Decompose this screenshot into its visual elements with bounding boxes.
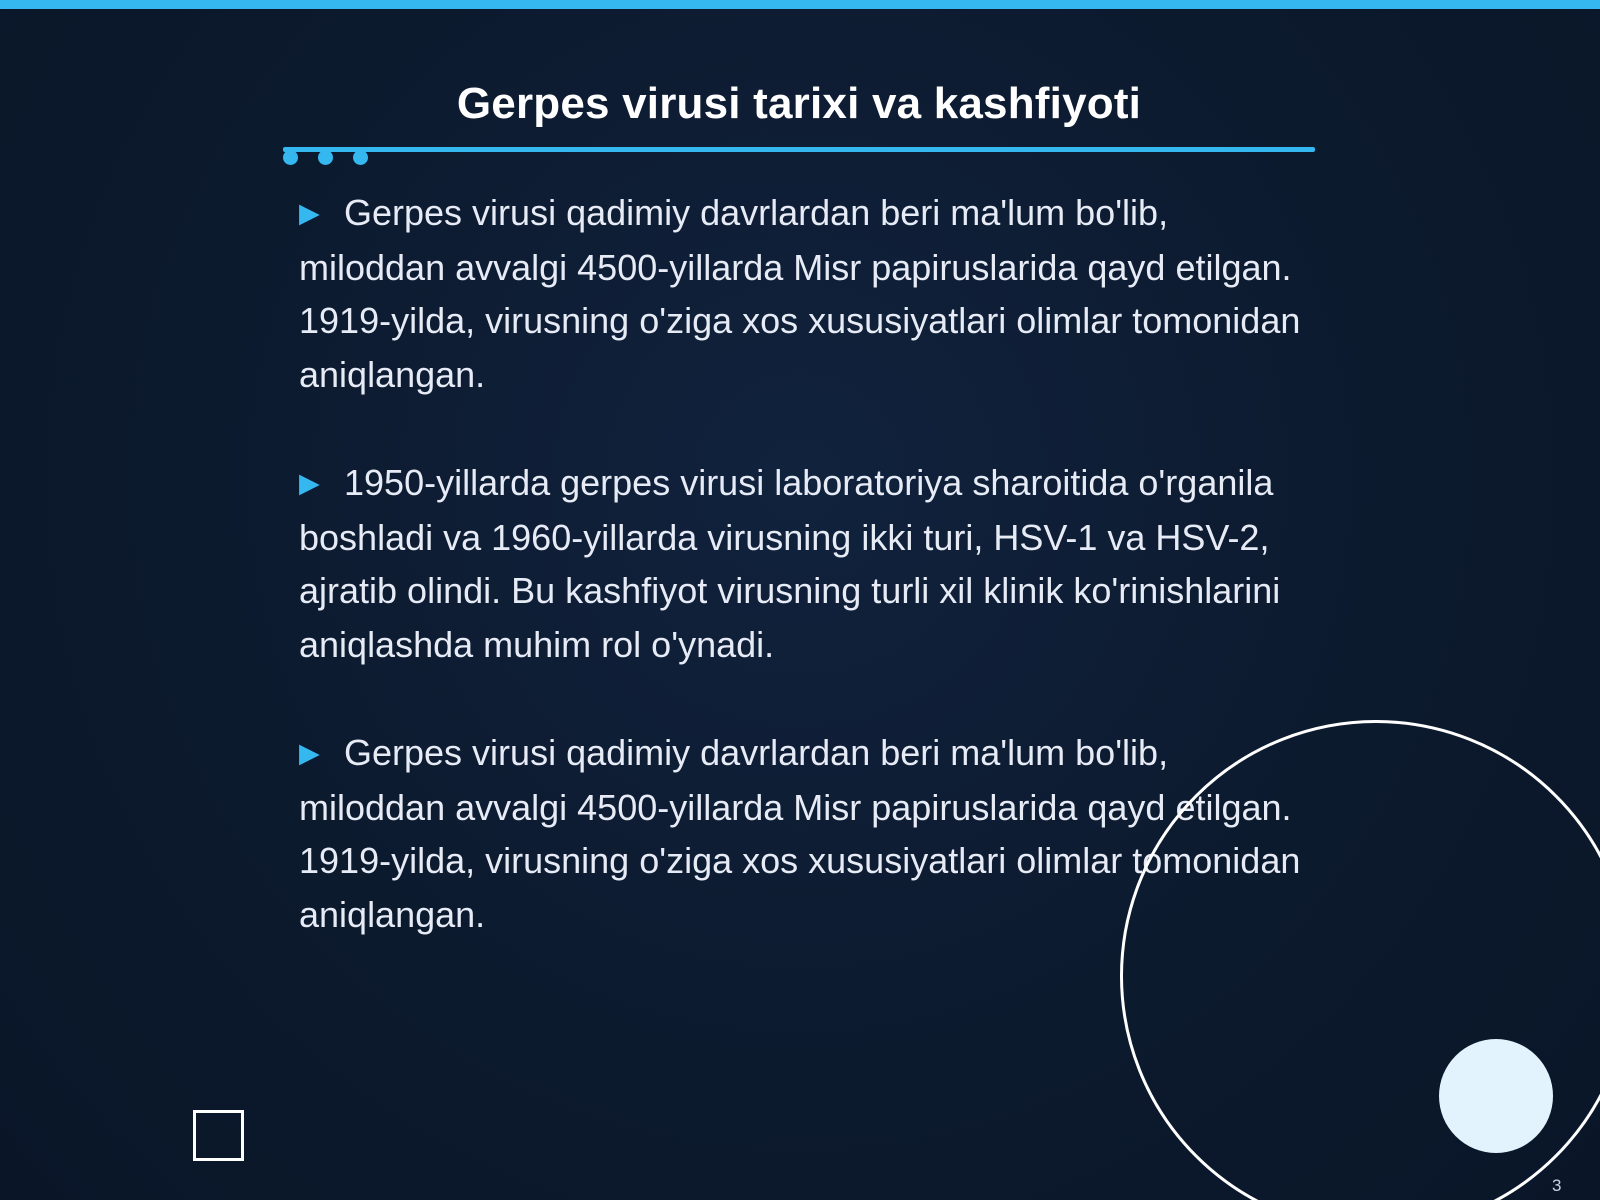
page-number: 3 <box>1552 1176 1562 1195</box>
bullet-text: Gerpes virusi qadimiy davrlardan beri ma'lum bo'lib, miloddan avvalgi 4500-yillarda Misr papiruslarida qayd etilgan. 1919-yilda, virusning o'ziga xos xususiyatlari olimlar tomonidan aniqlangan. <box>299 192 1301 395</box>
decor-dot <box>353 150 368 165</box>
decor-dot <box>318 150 333 165</box>
decor-filled-circle <box>1439 1039 1553 1153</box>
bullet-item <box>299 456 1309 671</box>
bullet-text: 1950-yillarda gerpes virusi laboratoriya sharoitida o'rganila boshladi va 1960-yillarda virusning ikki turi, HSV-1 va HSV-2, ajratib olindi. Bu kashfiyot virusning turli xil klinik ko'rinishlarini aniqlashda muhim rol o'ynadi. <box>299 462 1281 665</box>
decor-dot <box>283 150 298 165</box>
title-underline <box>283 147 1315 152</box>
bullet-item <box>299 186 1309 401</box>
bullet-arrow-icon: ▶ <box>299 198 320 228</box>
bullet-arrow-icon: ▶ <box>299 468 320 498</box>
top-accent-bar <box>0 0 1600 9</box>
bullet-arrow-icon: ▶ <box>299 738 320 768</box>
bullet-text: Gerpes virusi qadimiy davrlardan beri ma'lum bo'lib, miloddan avvalgi 4500-yillarda Misr papiruslarida qayd etilgan. 1919-yilda, virusning o'ziga xos xususiyatlari olimlar tomonidan aniqlangan. <box>299 732 1301 935</box>
decor-square <box>193 1110 244 1161</box>
slide-title: Gerpes virusi tarixi va kashfiyoti <box>456 79 1142 128</box>
